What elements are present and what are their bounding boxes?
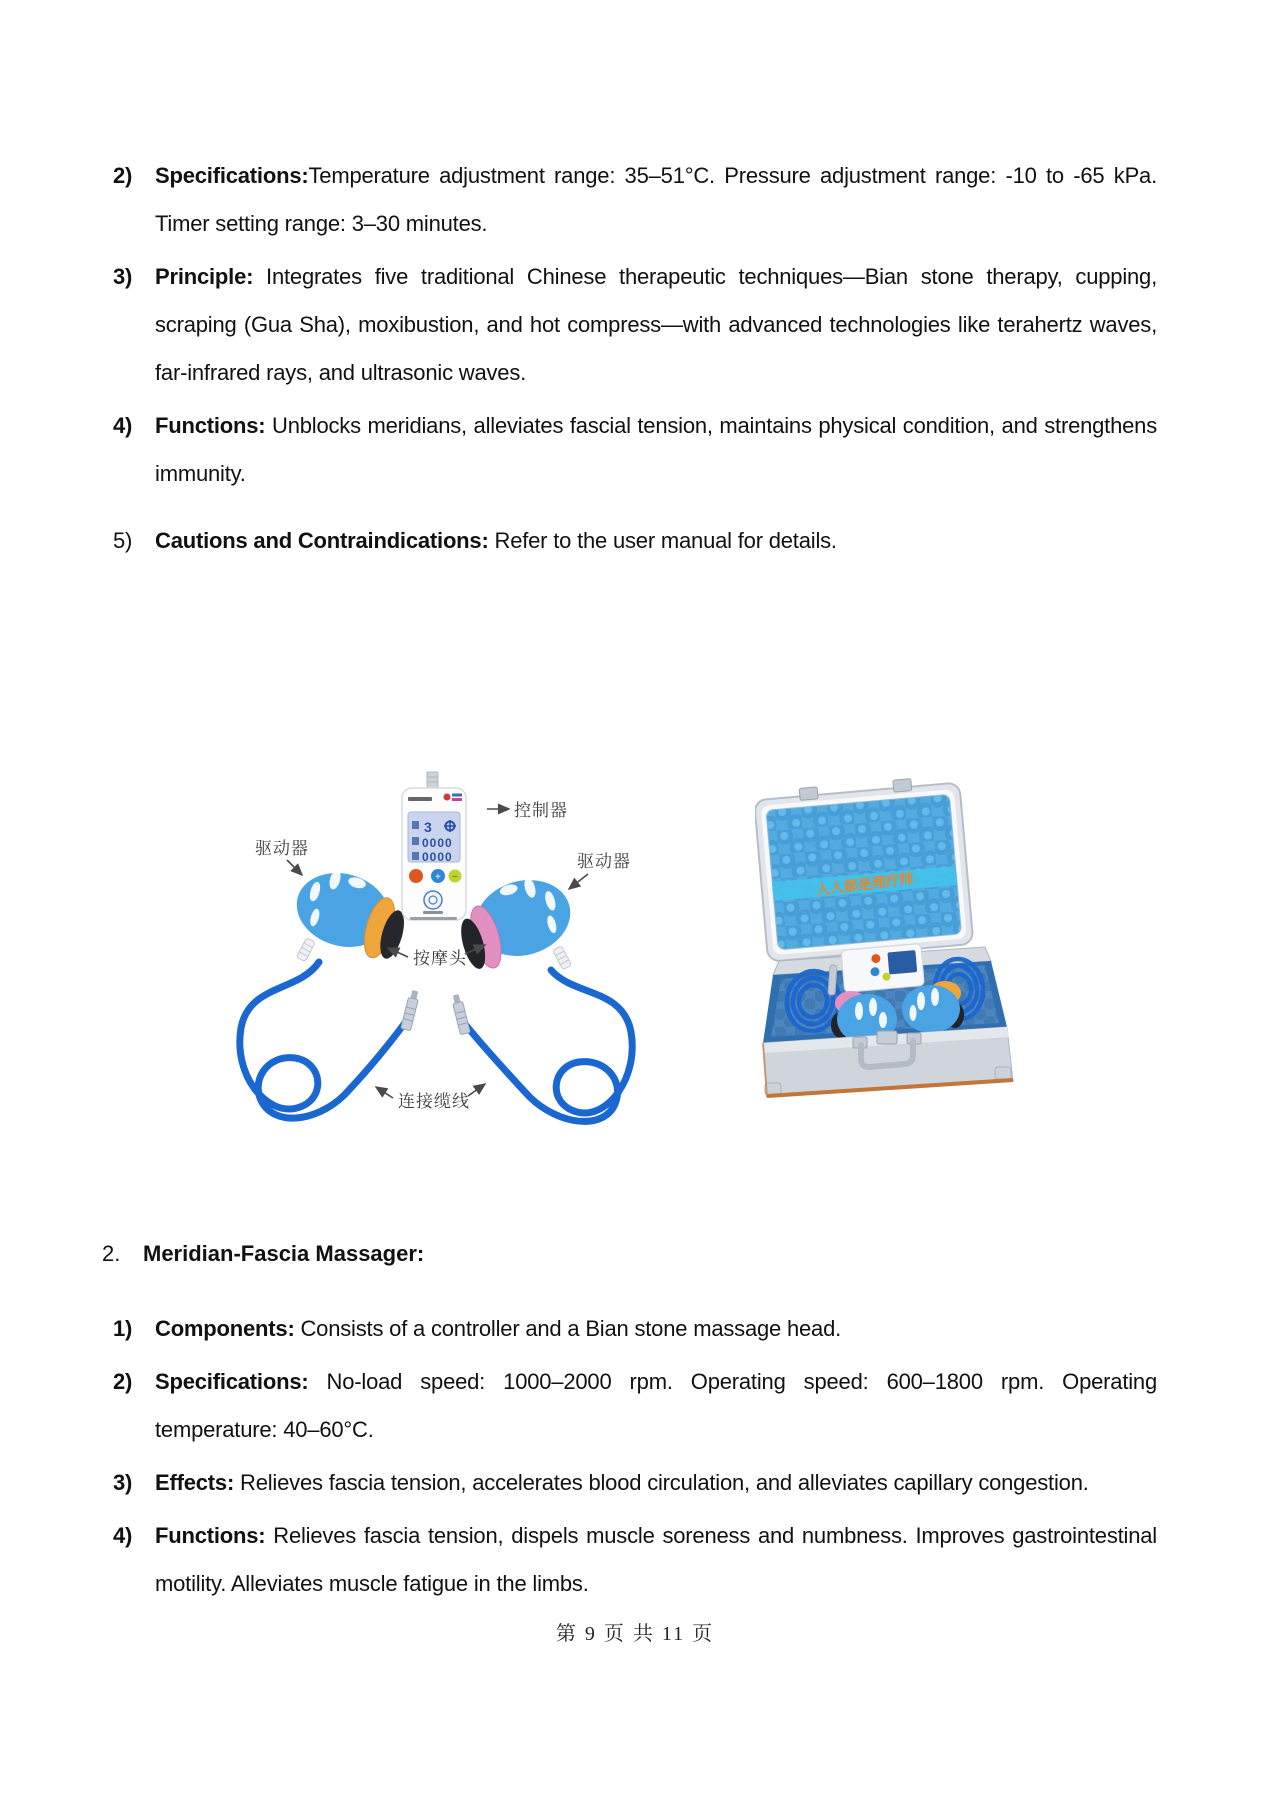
item-label: Functions: [155,1523,266,1548]
front-latch [877,1031,897,1044]
list-item [113,1459,1157,1507]
power-button-red [409,869,423,883]
controller-caption-bar [423,911,443,914]
item-label: Specifications: [155,163,309,188]
spare-plug [828,965,837,995]
controller-company-bar [410,917,457,920]
tray-controller-screen [887,950,917,974]
item-number: 5) [113,528,133,553]
item-body-text: Consists of a controller and a Bian stone massage head. [294,1316,842,1341]
massage-head-label: 按摩头 [413,949,467,968]
case-lid [755,775,973,962]
list-item [113,1358,1157,1454]
driver-left-label: 驱动器 [255,839,309,858]
list-item [113,1305,1157,1353]
callout-cable [376,1084,485,1111]
item-text [155,253,1157,397]
item-body-text: Relieves fascia tension, dispels muscle soreness and numbness. Improves gastrointestinal motility. Alleviates muscle fatigue in the limbs. [155,1523,1157,1596]
connection-cable-left [240,962,407,1118]
section-heading [102,1230,1157,1278]
controller-brand-bar [408,797,432,801]
item-number: 2) [113,163,133,188]
callout-driver-right [569,852,631,889]
screen-mode-value: 3 [424,819,432,835]
item-number: 3) [113,1470,133,1495]
banner-text: 人人都是理疗师 [815,870,915,898]
cable-label: 连接缆线 [398,1092,470,1111]
item-label: Specifications: [155,1369,309,1394]
list-item [113,402,1157,498]
controller-badge [424,891,442,909]
screen-speed-value: 0000 [422,836,453,850]
case-tray [763,944,1013,1097]
item-label: Principle: [155,264,254,289]
list-item [113,517,1157,565]
cable-connector-left [401,990,420,1031]
item-number: 2) [113,1369,133,1394]
strain-relief-right [553,946,572,970]
controller-device [402,772,466,920]
driver-right-label: 驱动器 [577,852,631,871]
tray-controller [841,944,924,993]
item-text [155,402,1157,498]
item-number: 4) [113,1523,133,1548]
page-footer: 第 9 页 共 11 页 [555,1623,715,1645]
item-body-text: Integrates five traditional Chinese therapeutic techniques—Bian stone therapy, cupping, scraping (Gua Sha), moxibustion, and hot compress—with advanced technologies like terahertz waves, far-infrared rays, and ultrasonic waves. [155,264,1157,385]
section-title: Meridian-Fascia Massager: [143,1241,425,1266]
item-number: 1) [113,1316,133,1341]
lid-clasp [799,787,818,801]
item-text [155,517,1157,565]
item-label: Cautions and Contraindications: [155,528,489,553]
list-item [113,253,1157,397]
list-item [113,152,1157,248]
list-item [113,1512,1157,1608]
lid-clasp [893,779,912,793]
item-body-text: No-load speed: 1000–2000 rpm. Operating speed: 600–1800 rpm. Operating temperature: 40–60°C. [155,1369,1157,1442]
callout-driver-left [255,839,309,875]
item-label: Components: [155,1316,295,1341]
controller-label: 控制器 [514,801,568,820]
item-text [155,1358,1157,1454]
screen-time-value: 0000 [422,850,453,864]
item-number: 3) [113,264,133,289]
strain-relief-left [296,938,315,962]
item-label: Functions: [155,413,266,438]
device-components-figure [225,770,660,1150]
item-text [155,1512,1157,1608]
connection-cable-right [465,970,632,1121]
item-number: 4) [113,413,133,438]
item-text [155,152,1157,248]
carrying-case-figure [755,775,1035,1105]
figures-row [113,565,1157,1230]
item-body-text: Unblocks meridians, alleviates fascial tension, maintains physical condition, and strengthens immunity. [155,413,1157,486]
item-body-text: Refer to the user manual for details. [488,528,837,553]
item-label: Effects: [155,1470,235,1495]
item-text [155,1459,1157,1507]
plus-button-glyph: + [435,872,441,883]
item-body-text: Temperature adjustment range: 35–51°C. Pressure adjustment range: -10 to -65 kPa. Timer setting range: 3–30 minutes. [155,163,1157,236]
callout-controller [487,801,568,820]
item-text [155,1305,1157,1353]
cable-connector-right [451,994,470,1035]
section-number: 2. [102,1241,121,1266]
minus-button-glyph: − [452,872,458,883]
item-body-text: Relieves fascia tension, accelerates blood circulation, and alleviates capillary congestion. [234,1470,1089,1495]
corner-guard [995,1067,1011,1079]
